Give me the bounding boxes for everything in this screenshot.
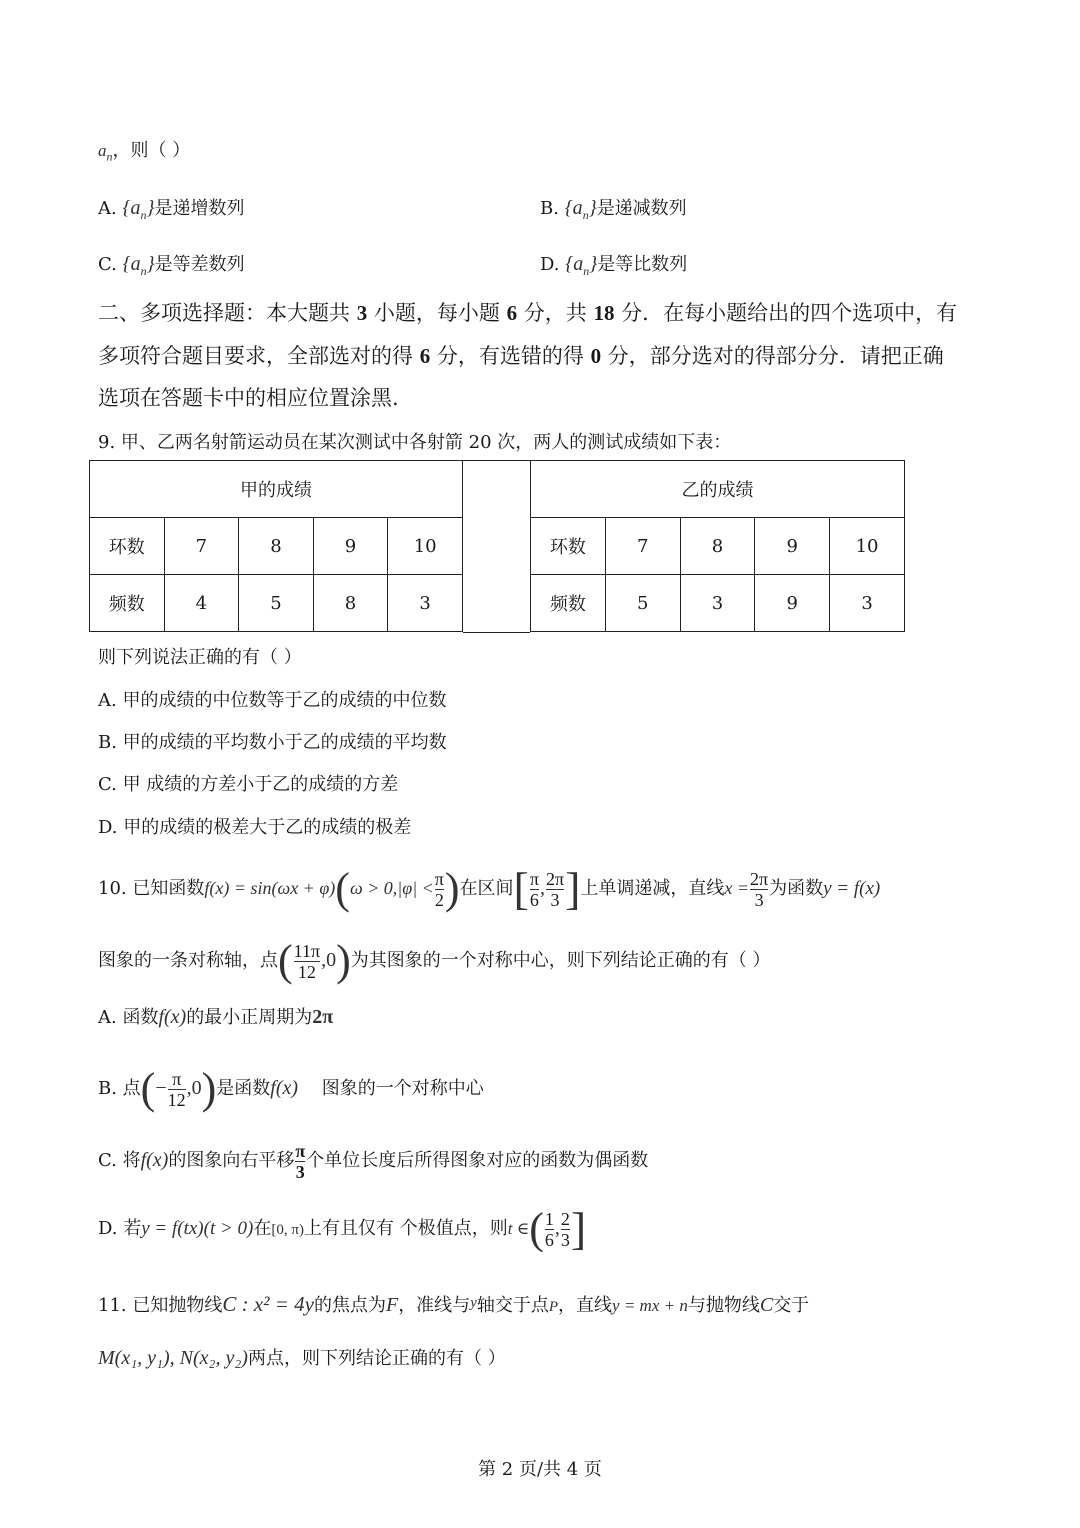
- table-cell: 7: [605, 518, 680, 575]
- q10-frac-2-3: $\frac{2}{3}$: [560, 1208, 570, 1250]
- section2-line1: 二、多项选择题：本大题共 3 小题，每小题 6 分，共 18 分．在每小题给出的四个选项中，有: [98, 301, 958, 325]
- table-cell: 9: [313, 518, 388, 575]
- q9-table-a: [89, 460, 463, 632]
- table-cell: 10: [830, 518, 905, 575]
- table-cell: 8: [239, 518, 314, 575]
- q8-var: $a_n$: [98, 141, 113, 164]
- q11-line2: M(x₁, y₁), N(x₂, y₂)两点，则下列结论正确的有（ ）: [98, 1347, 506, 1369]
- table-b-title: 乙的成绩: [531, 461, 905, 518]
- q10-frac-pi-3: $\frac{\pi}{3}$: [295, 1140, 306, 1182]
- q10-option-b: B. 点(− $\frac{\pi}{12}$ ,0)是函数f(x) 图象的一个对称中心: [98, 1064, 484, 1113]
- table-cell: 8: [680, 518, 755, 575]
- q10-frac-pi-6: $\frac{\pi}{6}$: [529, 868, 539, 910]
- q8-tail: $a_n$，则（ ）: [98, 140, 191, 164]
- q9-option-c: C. 甲 成绩的方差小于乙的成绩的方差: [98, 774, 399, 795]
- table-cell: 8: [313, 575, 388, 632]
- table-cell: 5: [605, 575, 680, 632]
- table-a-row2-label: 频数: [90, 575, 165, 632]
- q10-frac-2pi-3: $\frac{2\pi}{3}$: [545, 868, 565, 910]
- table-cell: 3: [388, 575, 463, 632]
- q8-set-a: $\{a_n\}$: [122, 197, 155, 222]
- q10-frac-1-6: $\frac{1}{6}$: [544, 1208, 554, 1250]
- q9-stem: 9. 甲、乙两名射箭运动员在某次测试中各射箭 20 次，两人的测试成绩如下表：: [98, 432, 732, 453]
- q10-option-d: D. 若y = f(tx)(t > 0)在[0, π)上有且仅有 个极值点，则t ∈( $\frac{1}{6}$ , $\frac{2}{3}$ ]: [98, 1203, 587, 1254]
- q10-frac-axis: $\frac{2\pi}{3}$: [750, 868, 769, 910]
- q9-option-b: B. 甲的成绩的平均数小于乙的成绩的平均数: [98, 732, 447, 753]
- q9-option-a: A. 甲的成绩的中位数等于乙的成绩的中位数: [98, 690, 447, 711]
- q8-option-b: B. $\{a_n\}$是递减数列: [540, 197, 687, 222]
- table-cell: 4: [164, 575, 239, 632]
- q10-frac-pi-2: $\frac{\pi}{2}$: [434, 868, 444, 910]
- q8-option-c: C. $\{a_n\}$是等差数列: [98, 253, 245, 278]
- table-b-row1-label: 环数: [531, 518, 606, 575]
- table-cell: 9: [755, 518, 830, 575]
- q10-frac-11pi-12: $\frac{11\pi}{12}$: [293, 940, 321, 982]
- table-cell: 3: [680, 575, 755, 632]
- q8-option-a: A. $\{a_n\}$是递增数列: [98, 197, 245, 222]
- table-cell: 7: [164, 518, 239, 575]
- table-a-title: 甲的成绩: [90, 461, 463, 518]
- table-cell: 9: [755, 575, 830, 632]
- q10-line2: 图象的一条对称轴，点( $\frac{11\pi}{12}$ ,0)为其图象的一个对称中心，则下列结论正确的有（ ）: [98, 936, 771, 985]
- q8-set-b: $\{a_n\}$: [564, 197, 597, 222]
- q10-frac-pi-12: $\frac{\pi}{12}$: [167, 1068, 186, 1110]
- q8-option-d: D. $\{a_n\}$是等比数列: [540, 253, 688, 278]
- q9-option-d: D. 甲的成绩的极差大于乙的成绩的极差: [98, 817, 412, 838]
- q10-option-a: A. 函数f(x)的最小正周期为2π: [98, 1006, 334, 1028]
- q10-function: f(x) = sin(ωx + φ): [204, 878, 336, 898]
- table-cell: 10: [388, 518, 463, 575]
- page-footer: 第 2 页/共 4 页: [478, 1459, 602, 1480]
- q8-set-d: $\{a_n\}$: [565, 253, 598, 278]
- table-gap: [463, 460, 530, 633]
- q8-set-c: $\{a_n\}$: [122, 253, 155, 278]
- table-b-row2-label: 频数: [531, 575, 606, 632]
- q9-table-b: [530, 460, 905, 632]
- q10-line1: 10. 已知函数f(x) = sin(ωx + φ)(ω > 0,|φ| < $\frac{\pi}{2}$ )在区间[ $\frac{\pi}{6}$ , $\frac{2\pi}{3}$ ]上单调递减，直线x = $\frac{2\pi}{3}$ 为函数y = f(x): [98, 863, 881, 914]
- section2-line2: 多项符合题目要求，全部选对的得 6 分，有选错的得 0 分，部分选对的得部分分．请把正确: [98, 344, 944, 368]
- table-cell: 5: [239, 575, 314, 632]
- table-cell: 3: [830, 575, 905, 632]
- q10-option-c: C. 将f(x)的图象向右平移 $\frac{\pi}{3}$ 个单位长度后所得图象对应的函数为偶函数: [98, 1140, 649, 1182]
- section2-line3: 选项在答题卡中的相应位置涂黑.: [98, 386, 399, 410]
- table-a-row1-label: 环数: [90, 518, 165, 575]
- q11-line1: 11. 已知抛物线C : x² = 4y的焦点为F，准线与$^y$轴交于点P，直线y = mx + n与抛物线C交于: [98, 1292, 810, 1316]
- q9-prompt: 则下列说法正确的有（ ）: [98, 647, 302, 668]
